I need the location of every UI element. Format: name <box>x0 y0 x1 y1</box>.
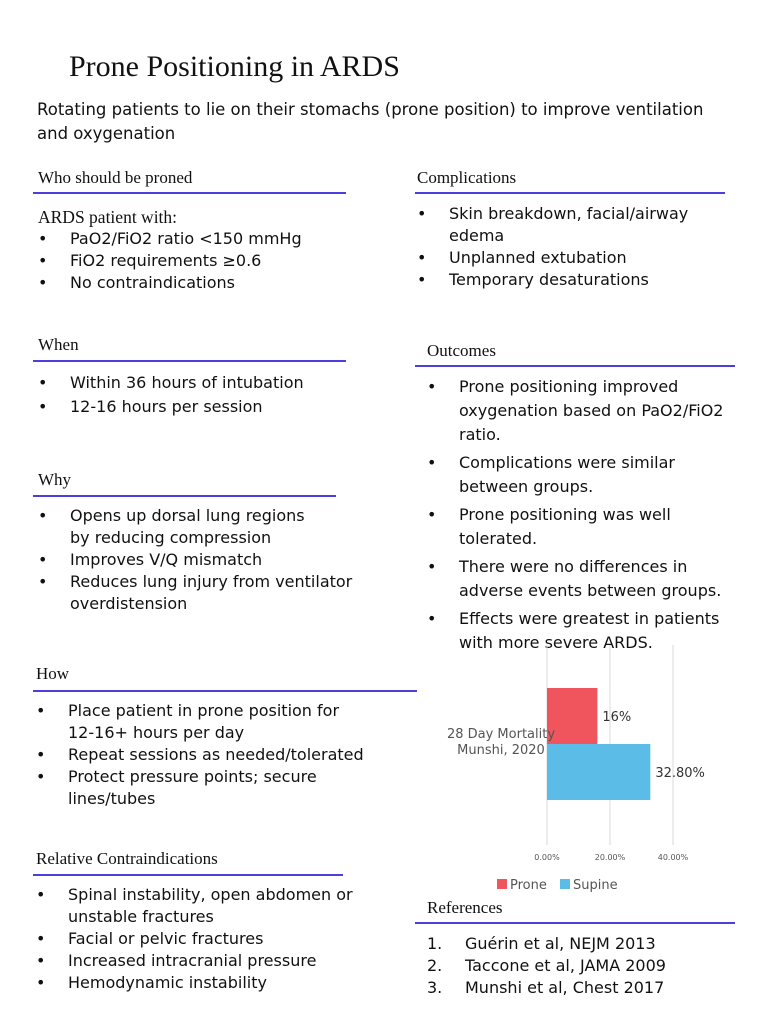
when-list <box>38 372 358 418</box>
when-section <box>38 333 79 357</box>
contra-section <box>36 847 218 871</box>
list-item: • There were no differences in adverse events between groups. <box>427 555 737 603</box>
list-item: • Unplanned extubation <box>417 247 727 269</box>
why-body <box>38 505 368 615</box>
when-heading: When <box>38 335 79 354</box>
list-item: • Spinal instability, open abdomen or unstable fractures <box>36 884 376 928</box>
who-list <box>38 228 358 294</box>
reference-number: 3. <box>427 978 443 997</box>
list-item: • Place patient in prone position for 12-16+ hours per day <box>36 700 376 744</box>
page-subtitle: Rotating patients to lie on their stomachs (prone position) to improve ventilation and oxygenation <box>37 100 704 143</box>
outcomes-rule <box>415 365 735 367</box>
mortality-chart <box>415 635 735 895</box>
why-section <box>38 468 71 492</box>
why-heading: Why <box>38 470 72 489</box>
references-body <box>427 933 737 999</box>
outcomes-body <box>427 375 737 659</box>
contra-list <box>36 884 376 994</box>
why-list <box>38 505 368 615</box>
contra-heading: Relative Contraindications <box>36 849 218 868</box>
list-item: • Within 36 hours of intubation <box>38 372 358 394</box>
list-item: • Repeat sessions as needed/tolerated <box>36 744 376 766</box>
legend-label-supine: Supine <box>573 878 618 893</box>
reference-item <box>427 955 737 977</box>
page-title: Prone Positioning in ARDS <box>69 50 400 83</box>
chart-legend <box>497 878 618 893</box>
reference-text: Taccone et al, JAMA 2009 <box>465 956 666 975</box>
who-heading: Who should be proned <box>38 168 193 187</box>
reference-number: 1. <box>427 934 443 953</box>
list-item: • Improves V/Q mismatch <box>38 549 368 571</box>
how-heading: How <box>36 664 70 683</box>
complications-list <box>417 203 727 291</box>
list-item: • Facial or pelvic fractures <box>36 928 376 950</box>
when-body <box>38 372 358 418</box>
list-item: • PaO2/FiO2 ratio <150 mmHg <box>38 228 358 250</box>
legend-label-prone: Prone <box>510 878 547 893</box>
list-item: • Prone positioning was well tolerated. <box>427 503 737 551</box>
references-list <box>427 933 737 999</box>
reference-text: Guérin et al, NEJM 2013 <box>465 934 656 953</box>
x-tick-label: 0.00% <box>534 853 560 862</box>
outcomes-list <box>427 375 737 655</box>
contra-rule <box>33 874 343 876</box>
complications-section <box>417 166 516 190</box>
list-item: • Prone positioning improved oxygenation based on PaO2/FiO2 ratio. <box>427 375 737 447</box>
list-item: • Reduces lung injury from ventilator overdistension <box>38 571 368 615</box>
list-item: • Opens up dorsal lung regions by reducing compression <box>38 505 368 549</box>
who-lead: ARDS patient with: <box>38 207 178 227</box>
references-heading: References <box>427 898 503 917</box>
chart-bars <box>547 688 650 800</box>
list-item: • FiO2 requirements ≥0.6 <box>38 250 358 272</box>
list-item: • Temporary desaturations <box>417 269 727 291</box>
how-body <box>36 700 376 810</box>
list-item: • Effects were greatest in patients with more severe ARDS. <box>427 607 737 655</box>
when-rule <box>33 360 346 362</box>
complications-heading: Complications <box>417 168 517 187</box>
complications-body <box>417 203 727 291</box>
bar-supine <box>547 744 650 800</box>
list-item: • 12-16 hours per session <box>38 396 358 418</box>
references-section <box>427 896 503 920</box>
reference-item <box>427 977 737 999</box>
reference-item <box>427 933 737 955</box>
who-body <box>38 206 358 294</box>
x-tick-label: 20.00% <box>594 853 626 862</box>
how-list <box>36 700 376 810</box>
outcomes-section <box>427 339 496 363</box>
contra-body <box>36 884 376 994</box>
outcomes-heading: Outcomes <box>427 341 496 360</box>
list-item: • Hemodynamic instability <box>36 972 376 994</box>
reference-number: 2. <box>427 956 443 975</box>
list-item: • Complications were similar between groups. <box>427 451 737 499</box>
category-label: 28 Day Mortality <box>446 727 556 742</box>
legend-swatch-supine <box>560 879 570 889</box>
who-rule <box>33 192 346 194</box>
list-item: • Increased intracranial pressure <box>36 950 376 972</box>
why-rule <box>33 495 336 497</box>
legend-swatch-prone <box>497 879 507 889</box>
how-rule <box>33 690 417 692</box>
who-section <box>38 166 192 190</box>
list-item: • Skin breakdown, facial/airway edema <box>417 203 727 247</box>
data-label-supine: 32.80% <box>655 766 705 781</box>
list-item: • No contraindications <box>38 272 358 294</box>
reference-text: Munshi et al, Chest 2017 <box>465 978 665 997</box>
x-tick-label: 40.00% <box>657 853 689 862</box>
data-label-prone: 16% <box>602 710 632 725</box>
category-label: Munshi, 2020 <box>457 743 545 758</box>
complications-rule <box>415 192 725 194</box>
how-section <box>36 662 69 686</box>
references-rule <box>415 922 735 924</box>
list-item: • Protect pressure points; secure lines/tubes <box>36 766 376 810</box>
